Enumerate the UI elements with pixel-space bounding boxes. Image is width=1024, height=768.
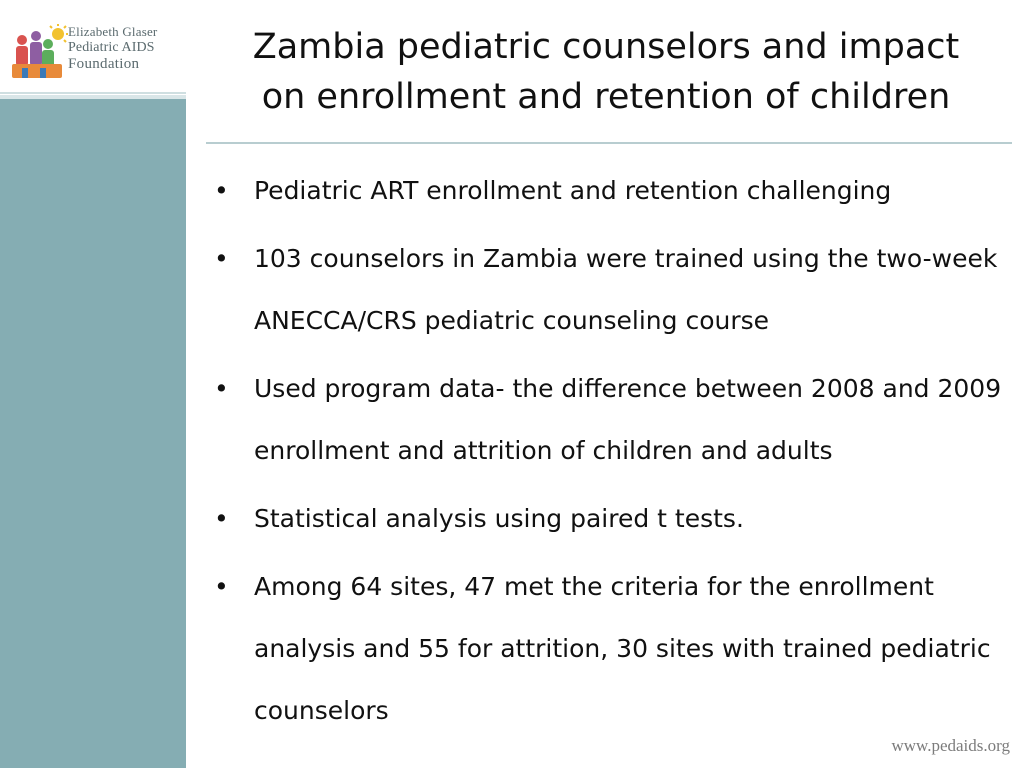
bullet-item [214,358,1014,482]
bullet-icon: • [214,244,229,273]
bullet-text: Among 64 sites, 47 met the criteria for the enrollment analysis and 55 for attrition, 30 sites with trained pediatric counselors [254,572,991,725]
logo-line-2: Pediatric AIDS [68,40,155,55]
foundation-name [68,24,186,72]
foundation-logo [8,24,183,80]
bullet-text: Pediatric ART enrollment and retention challenging [254,176,892,205]
bullet-icon: • [214,504,229,533]
title-line-2: on enrollment and retention of children [261,77,951,117]
bullet-item [214,488,1014,550]
sidebar-top-rule [0,92,186,94]
footer-url[interactable]: www.pedaids.org [891,736,1010,755]
bullet-item [214,160,1014,222]
title-line-1: Zambia pediatric counselors and impact [252,27,960,67]
slide-title [206,22,1006,122]
children-figures-icon [8,24,70,80]
logo-line-3: Foundation [68,56,140,72]
logo-line-1: Elizabeth Glaser [68,24,158,39]
sidebar-panel [0,95,186,768]
bullet-item [214,228,1014,352]
bullet-item [214,556,1014,742]
bullet-text: 103 counselors in Zambia were trained using the two-week ANECCA/CRS pediatric counseling course [254,244,998,335]
bullet-icon: • [214,572,229,601]
bullet-text: Used program data- the difference between 2008 and 2009 enrollment and attrition of children and adults [254,374,1002,465]
bullet-list [214,160,1014,748]
title-divider [206,142,1012,144]
bullet-text: Statistical analysis using paired t tests. [254,504,744,533]
bullet-icon: • [214,176,229,205]
bullet-icon: • [214,374,229,403]
